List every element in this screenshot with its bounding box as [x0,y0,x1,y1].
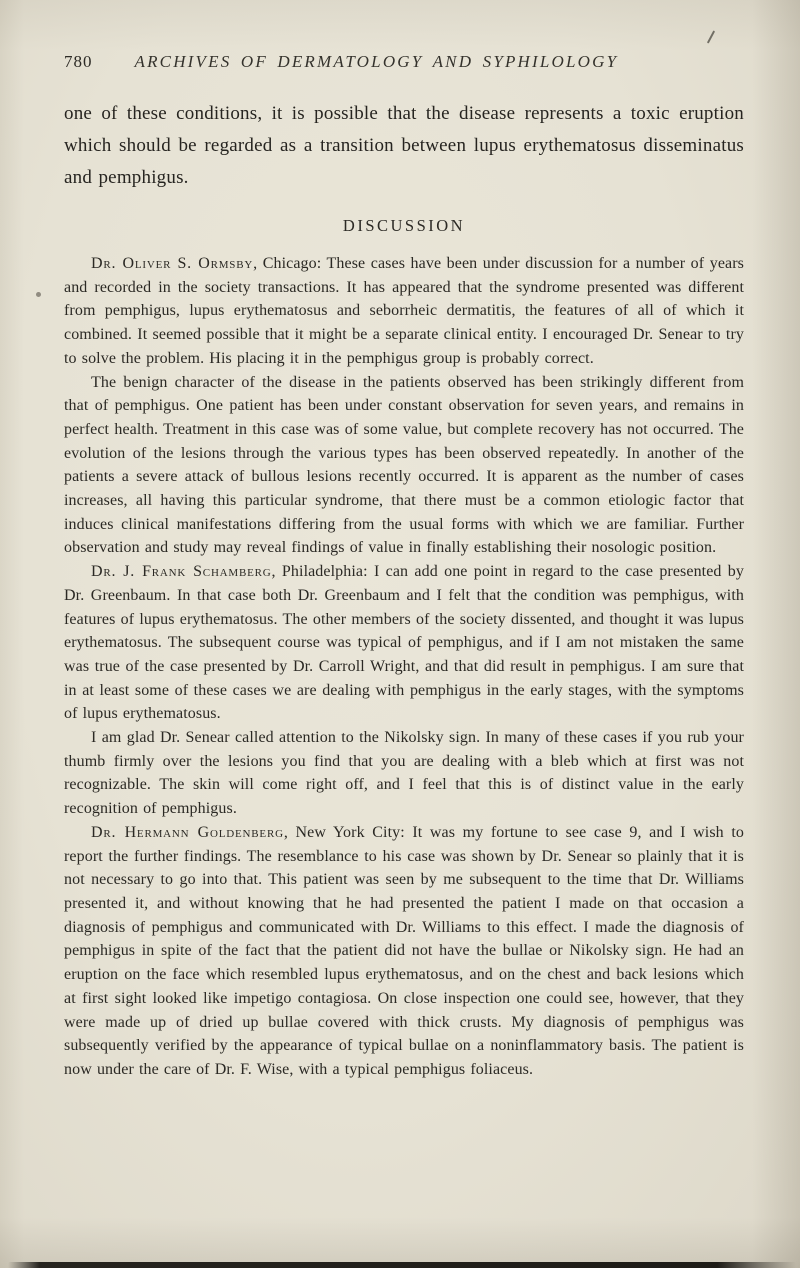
scan-speck [36,292,41,297]
speaker-name: Dr. J. Frank Schamberg [91,563,272,581]
speaker-name: Dr. Oliver S. Ormsby [91,255,254,272]
speaker-location: , New York City: [283,823,413,841]
discussion-paragraph-ormsby [64,252,744,371]
scan-pen-mark [707,30,715,43]
discussion-paragraph-goldenberg [64,821,744,1082]
paragraph-text: These cases have been under discussion for a number of years and recorded in the society transactions. It has appeared that the syndrome presented was different from pemphigus, lupus erythematosus and seborrheic dermatitis, the features of all of which it combined. It seemed possible that it might be a separate clinical entity. I encouraged Dr. Senear to try to solve the problem. His placing it in the pemphigus group is probably correct. [64,255,744,367]
page-number: 780 [64,52,93,71]
paragraph-text: It was my fortune to see case 9, and I wish to report the further findings. The resemblance to his case was shown by Dr. Senear so plainly that it is not necessary to go into that. This patient was seen by me subsequent to the time that Dr. Williams presented it, and without knowing that he had presented the patient I made on that occasion a diagnosis of pemphigus and communicated with Dr. Williams to this effect. I made the diagnosis of pemphigus in spite of the fact that the patient did not have the bullae or Nikolsky sign. He had an eruption on the face which resembled lupus erythematosus, and on the chest and back lesions which at first sight looked like impetigo contagiosa. On close inspection one could see, however, that they were made up of dried up bullae covered with thick crusts. My diagnosis of pemphigus was subsequently verified by the appearance of typical bullae on a noninflammatory basis. The patient is now under the care of Dr. F. Wise, with a typical pemphigus foliaceus. [64,823,744,1078]
discussion-paragraph-ormsby-2 [64,371,744,561]
journal-title: ARCHIVES OF DERMATOLOGY AND SYPHILOLOGY [134,52,619,71]
speaker-location: , Chicago: [253,255,327,272]
speaker-location: , Philadelphia: [271,563,374,581]
intro-paragraph: one of these conditions, it is possible that the disease represents a toxic eruption which should be regarded as a transition between lupus erythematosus disseminatus and pemphigus. [64,103,744,188]
discussion-heading: DISCUSSION [342,216,466,235]
discussion-paragraph-schamberg [64,560,744,726]
speaker-name: Dr. Hermann Goldenberg [91,823,284,841]
paragraph-text: I can add one point in regard to the case presented by Dr. Greenbaum. In that case both Dr. Greenbaum and I felt that the condition was pemphigus, with features of lupus erythematosus. The other members of the society dissented, and thought it was lupus erythematosus. The subsequent course was typical of pemphigus, and if I am not mistaken the same was true of the case presented by Dr. Carroll Wright, and that did result in pemphigus. I am sure that in at least some of these cases we are dealing with pemphigus in the early stages, with the symptoms of lupus erythematosus. [64,563,744,723]
scan-edge-shadow [8,1262,796,1268]
running-head [64,52,744,72]
paragraph-text: The benign character of the disease in the patients observed has been strikingly different from that of pemphigus. One patient has been under constant observation for seven years, and remains in perfect health. Treatment in this case was of some value, but complete recovery has not occurred. The evolution of the lesions through the various types has been observed repeatedly. In another of the patients a severe attack of bullous lesions recently occurred. It is apparent as the number of cases increases, all having this particular syndrome, that there must be a common etiologic factor that induces clinical manifestations differing from the usual forms with which we are familiar. Further observation and study may reveal findings of value in finally establishing their nosologic position. [64,373,744,557]
discussion-paragraph-schamberg-2 [64,726,744,821]
paragraph-text: I am glad Dr. Senear called attention to the Nikolsky sign. In many of these cases if you rub your thumb firmly over the lesions you find that you are dealing with a bleb which at first was not recognizable. The skin will come right off, and I feel that this is of distinct value in the early recognition of pemphigus. [64,729,744,818]
